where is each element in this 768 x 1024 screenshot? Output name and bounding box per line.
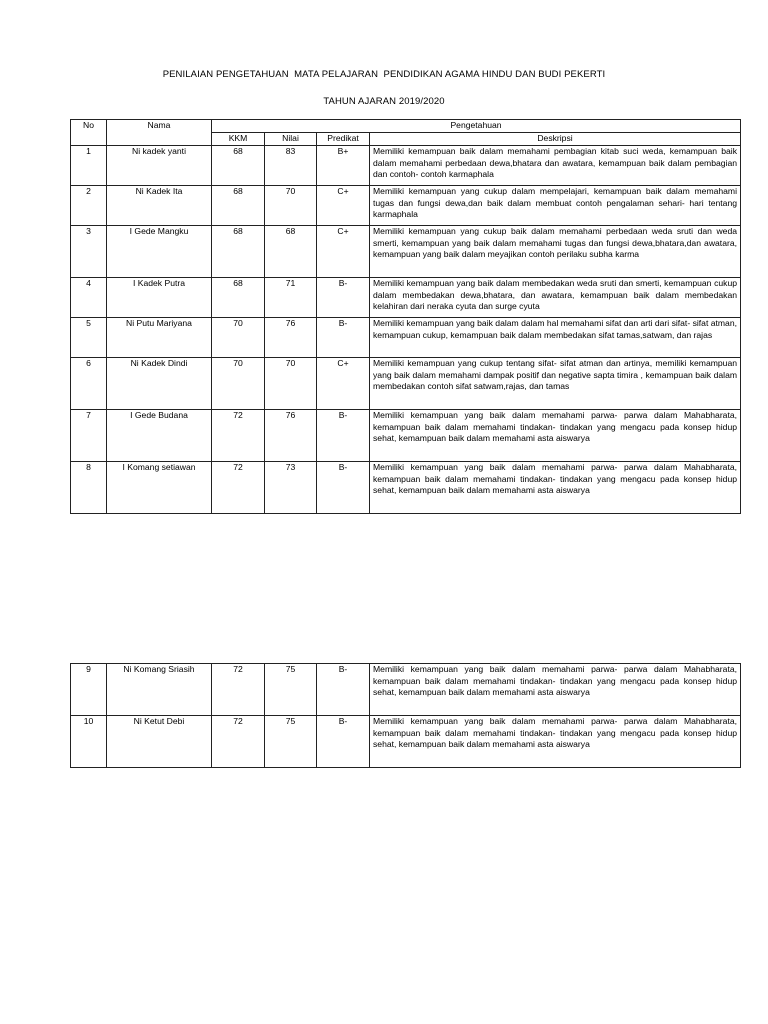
- cell-deskripsi: Memiliki kemampuan yang baik dalam memahami parwa- parwa dalam Mahabharata, kemampuan baik dalam memahami tindakan- tindakan yang mengacu pada konsep hidup sehat, kemampuan baik dalam memahami asta aiswarya: [370, 462, 741, 514]
- cell-kkm: 68: [212, 186, 265, 226]
- header-pengetahuan: Pengetahuan: [212, 120, 741, 133]
- cell-nilai: 68: [265, 226, 317, 278]
- cell-deskripsi: Memiliki kemampuan yang baik dalam memahami parwa- parwa dalam Mahabharata, kemampuan baik dalam memahami tindakan- tindakan yang mengacu pada konsep hidup sehat, kemampuan baik dalam memahami asta aiswarya: [370, 664, 741, 716]
- table-row: [71, 318, 741, 358]
- table-row: [71, 358, 741, 410]
- table-row: [71, 146, 741, 186]
- cell-nama: I Komang setiawan: [107, 462, 212, 514]
- cell-deskripsi: Memiliki kemampuan baik dalam memahami pembagian kitab suci weda, kemampuan baik dalam memahami perbedaan dewa,bhatara dan awatara, kemampuan baik dalam pembagian dan contoh- contoh karmaphala: [370, 146, 741, 186]
- academic-year: TAHUN AJARAN 2019/2020: [323, 96, 445, 107]
- cell-nama: Ni Kadek Ita: [107, 186, 212, 226]
- cell-predikat: C+: [317, 186, 370, 226]
- header-predikat: Predikat: [317, 133, 370, 146]
- header-row: [71, 120, 741, 133]
- cell-predikat: C+: [317, 358, 370, 410]
- cell-no: 9: [71, 664, 107, 716]
- cell-nilai: 83: [265, 146, 317, 186]
- cell-nilai: 70: [265, 358, 317, 410]
- grades-table-page-2: [70, 663, 741, 768]
- cell-nilai: 75: [265, 716, 317, 768]
- cell-kkm: 72: [212, 462, 265, 514]
- cell-deskripsi: Memiliki kemampuan yang baik dalam memahami parwa- parwa dalam Mahabharata, kemampuan baik dalam memahami tindakan- tindakan yang mengacu pada konsep hidup sehat, kemampuan baik dalam memahami asta aiswarya: [370, 716, 741, 768]
- header-nama: Nama: [107, 120, 212, 146]
- cell-deskripsi: Memiliki kemampuan yang cukup baik dalam memahami perbedaan weda sruti dan weda smerti, kemampuan yang baik dalam memahami tugas dan fungsi dewa,bhatara,dan awatara, kemampuan yang baik dalam meyajikan contoh perilaku subha karma: [370, 226, 741, 278]
- cell-kkm: 72: [212, 716, 265, 768]
- cell-kkm: 68: [212, 146, 265, 186]
- cell-nilai: 73: [265, 462, 317, 514]
- cell-deskripsi: Memiliki kemampuan yang baik dalam memahami parwa- parwa dalam Mahabharata, kemampuan baik dalam memahami tindakan- tindakan yang mengacu pada konsep hidup sehat, kemampuan baik dalam memahami asta aiswarya: [370, 410, 741, 462]
- table-row: [71, 186, 741, 226]
- cell-kkm: 70: [212, 318, 265, 358]
- cell-deskripsi: Memiliki kemampuan yang cukup dalam mempelajari, kemampuan baik dalam memahami tugas dan fungsi dewa,dan baik dalam membuat contoh pengalaman sehari- hari tentang karmaphala: [370, 186, 741, 226]
- table-row: [71, 462, 741, 514]
- cell-nilai: 71: [265, 278, 317, 318]
- table-row: [71, 226, 741, 278]
- document-title: PENILAIAN PENGETAHUAN MATA PELAJARAN PENDIDIKAN AGAMA HINDU DAN BUDI PEKERTI: [162, 69, 606, 80]
- cell-no: 5: [71, 318, 107, 358]
- cell-nama: I Gede Mangku: [107, 226, 212, 278]
- header-kkm: KKM: [212, 133, 265, 146]
- cell-kkm: 68: [212, 226, 265, 278]
- table-row: [71, 278, 741, 318]
- cell-predikat: B-: [317, 716, 370, 768]
- cell-no: 10: [71, 716, 107, 768]
- cell-no: 7: [71, 410, 107, 462]
- cell-nama: I Gede Budana: [107, 410, 212, 462]
- cell-deskripsi: Memiliki kemampuan yang baik dalam dalam hal memahami sifat dan arti dari sifat- sifat atman, kemampuan cukup, kemampuan baik dalam membedakan sifat tamas,satwam, dan rajas: [370, 318, 741, 358]
- cell-nama: Ni Komang Sriasih: [107, 664, 212, 716]
- cell-nama: Ni Putu Mariyana: [107, 318, 212, 358]
- cell-no: 4: [71, 278, 107, 318]
- cell-nama: Ni kadek yanti: [107, 146, 212, 186]
- grades-table-page-1: [70, 119, 741, 514]
- cell-nilai: 70: [265, 186, 317, 226]
- cell-nama: I Kadek Putra: [107, 278, 212, 318]
- cell-kkm: 68: [212, 278, 265, 318]
- cell-kkm: 72: [212, 410, 265, 462]
- cell-no: 8: [71, 462, 107, 514]
- cell-deskripsi: Memiliki kemampuan yang baik dalam membedakan weda sruti dan smerti, kemampuan cukup dalam membedakan dewa,bhatara, dan awatara, kemampuan baik dalam membedakan kelahiran dari neraka cyuta dan surge cyuta: [370, 278, 741, 318]
- cell-nama: Ni Ketut Debi: [107, 716, 212, 768]
- cell-no: 2: [71, 186, 107, 226]
- cell-predikat: B-: [317, 278, 370, 318]
- cell-nilai: 76: [265, 410, 317, 462]
- cell-predikat: B-: [317, 664, 370, 716]
- cell-deskripsi: Memiliki kemampuan yang cukup tentang sifat- sifat atman dan artinya, memiliki kemampuan yang baik dalam memahami dampak positif dan negative sapta timira , kemampuan baik dalam membedakan contoh sifat satwam,rajas, dan tamas: [370, 358, 741, 410]
- header-no: No: [71, 120, 107, 146]
- cell-kkm: 72: [212, 664, 265, 716]
- cell-nilai: 75: [265, 664, 317, 716]
- cell-no: 1: [71, 146, 107, 186]
- cell-no: 3: [71, 226, 107, 278]
- cell-nama: Ni Kadek Dindi: [107, 358, 212, 410]
- cell-predikat: B-: [317, 462, 370, 514]
- table-row: [71, 664, 741, 716]
- cell-no: 6: [71, 358, 107, 410]
- header-nilai: Nilai: [265, 133, 317, 146]
- header-deskripsi: Deskripsi: [370, 133, 741, 146]
- cell-predikat: B-: [317, 410, 370, 462]
- cell-kkm: 70: [212, 358, 265, 410]
- cell-nilai: 76: [265, 318, 317, 358]
- table-row: [71, 716, 741, 768]
- cell-predikat: B+: [317, 146, 370, 186]
- cell-predikat: B-: [317, 318, 370, 358]
- cell-predikat: C+: [317, 226, 370, 278]
- table-row: [71, 410, 741, 462]
